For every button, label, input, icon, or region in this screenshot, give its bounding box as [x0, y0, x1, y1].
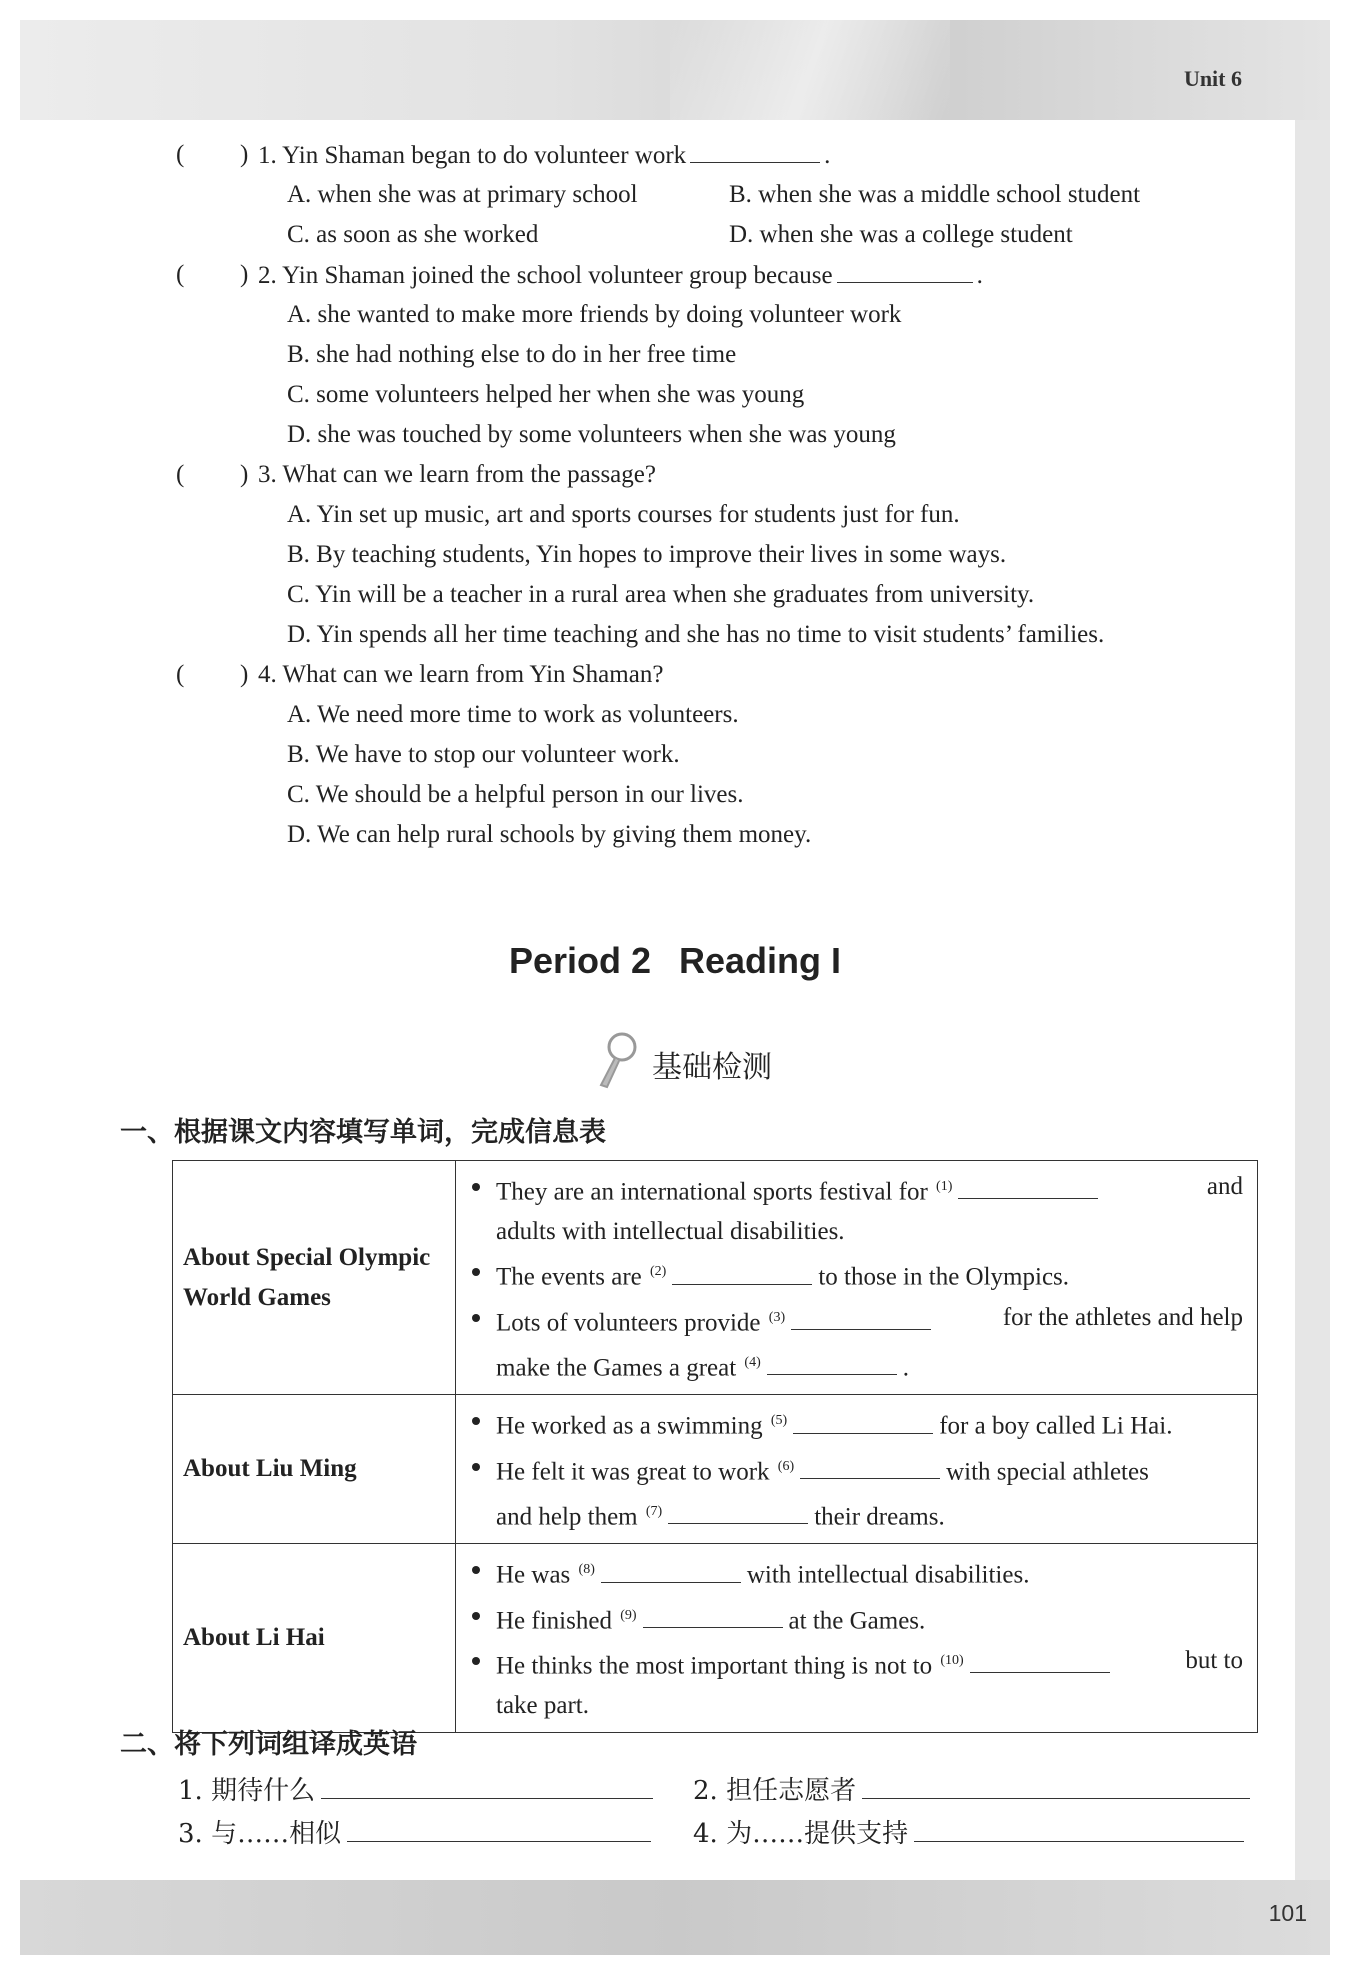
footer-band — [20, 1880, 1330, 1955]
line-text: at the Games. — [788, 1606, 926, 1634]
line-text: The events are — [496, 1263, 642, 1291]
option-c: C. Yin will be a teacher in a rural area when she graduates from university. — [287, 581, 1035, 608]
basic-check-label: 基础检测 — [652, 1050, 772, 1085]
answer-paren-open: ( — [176, 261, 185, 288]
answer-line[interactable] — [862, 1774, 1250, 1799]
question-stem: 2. Yin Shaman joined the school volunteer group because — [258, 262, 833, 289]
option-b: B. By teaching students, Yin hopes to improve their lives in some ways. — [287, 541, 1007, 568]
line-text: for the athletes and help — [1002, 1303, 1243, 1331]
line-text: with special athletes — [946, 1457, 1149, 1485]
option-b: B. We have to stop our volunteer work. — [287, 741, 680, 768]
blank-number: (6) — [777, 1458, 795, 1474]
answer-line[interactable] — [321, 1774, 653, 1799]
option-b: B. when she was a middle school student — [729, 181, 1141, 208]
option-a: A. when she was at primary school — [287, 181, 638, 208]
unit-label: Unit 6 — [1183, 66, 1242, 91]
translation-prompt: 1. 期待什么 — [178, 1776, 316, 1806]
blank-number: (4) — [744, 1354, 761, 1370]
stem-end: . — [976, 262, 983, 289]
list-item — [468, 1596, 1243, 1641]
answer-blank[interactable] — [690, 140, 820, 163]
answer-blank[interactable] — [668, 1501, 808, 1524]
row-head-special-olympics: About Special Olympic World Games — [173, 1161, 456, 1395]
line-text: their dreams. — [814, 1503, 945, 1531]
option-b: B. she had nothing else to do in her free time — [287, 341, 737, 368]
line-text: make the Games a great — [496, 1354, 737, 1382]
line-text: He felt it was great to work — [496, 1457, 770, 1485]
blank-number: (2) — [650, 1264, 667, 1280]
blank-number: (1) — [936, 1179, 953, 1194]
option-c: C. We should be a helpful person in our lives. — [287, 781, 744, 808]
list-item — [468, 1401, 1243, 1446]
blank-number: (3) — [768, 1309, 786, 1325]
answer-blank[interactable] — [793, 1411, 933, 1434]
line-text: but to — [1185, 1646, 1243, 1674]
option-a: A. Yin set up music, art and sports courses for students just for fun. — [287, 501, 960, 528]
line-text: He was — [496, 1561, 571, 1589]
row-head-liu-ming: About Liu Ming — [173, 1395, 456, 1544]
option-c: C. as soon as she worked — [287, 221, 539, 248]
blank-number: (5) — [770, 1413, 788, 1429]
answer-paren-close: ) — [240, 261, 249, 288]
line-text: with intellectual disabilities. — [746, 1561, 1030, 1589]
line-text: . — [902, 1354, 909, 1382]
list-item — [468, 1641, 1243, 1686]
info-table — [172, 1160, 1258, 1733]
period-title — [0, 940, 1350, 982]
option-d: D. she was touched by some volunteers when she was young — [287, 421, 896, 448]
answer-line[interactable] — [347, 1817, 651, 1842]
line-text: He thinks the most important thing is not to — [496, 1652, 933, 1680]
answer-paren-close: ) — [240, 141, 249, 168]
answer-line[interactable] — [914, 1817, 1244, 1842]
line-text: for a boy called Li Hai. — [939, 1412, 1173, 1440]
line-text: Lots of volunteers provide — [496, 1308, 761, 1336]
answer-paren-close: ) — [240, 461, 249, 488]
blank-number: (9) — [620, 1607, 637, 1623]
header-band — [20, 20, 1330, 120]
answer-blank[interactable] — [601, 1560, 741, 1583]
answer-paren-open: ( — [176, 661, 185, 688]
list-item — [468, 1298, 1243, 1343]
row-body — [456, 1161, 1258, 1395]
line-text: He finished — [496, 1606, 612, 1634]
answer-blank[interactable] — [643, 1605, 783, 1628]
line-text: take part. — [496, 1692, 590, 1720]
translation-prompt: 4. 为……提供支持 — [693, 1819, 909, 1849]
option-d: D. when she was a college student — [729, 221, 1073, 248]
option-d: D. Yin spends all her time teaching and she has no time to visit students’ families. — [287, 621, 1105, 648]
magnifier-icon — [596, 1030, 640, 1090]
stem-end: . — [824, 142, 831, 169]
page-edge-strip — [1295, 120, 1330, 1880]
line-text: and — [1206, 1173, 1243, 1200]
blank-number: (8) — [578, 1562, 595, 1578]
table-row — [173, 1161, 1258, 1395]
answer-blank[interactable] — [767, 1352, 897, 1375]
translation-prompt: 2. 担任志愿者 — [693, 1776, 857, 1806]
period-number: Period 2 — [508, 940, 652, 981]
section-1-title: 一、根据课文内容填写单词，完成信息表 — [120, 1117, 606, 1148]
answer-paren-close: ) — [240, 661, 249, 688]
basic-check-heading — [596, 1030, 772, 1090]
line-text: They are an international sports festival for — [496, 1178, 928, 1206]
answer-blank[interactable] — [672, 1262, 812, 1285]
line-text: He worked as a swimming — [496, 1412, 763, 1440]
table-row — [173, 1395, 1258, 1544]
answer-paren-open: ( — [176, 141, 185, 168]
row-body — [456, 1395, 1258, 1544]
answer-blank[interactable] — [970, 1650, 1110, 1673]
line-text: adults with intellectual disabilities. — [496, 1218, 845, 1246]
list-item — [468, 1447, 1243, 1492]
translation-item — [178, 1813, 651, 1850]
option-d: D. We can help rural schools by giving them money. — [287, 821, 812, 848]
translation-item — [693, 1770, 1250, 1807]
row-body — [456, 1544, 1258, 1733]
list-item — [468, 1167, 1243, 1212]
table-row — [173, 1544, 1258, 1733]
translation-item — [693, 1813, 1244, 1850]
option-a: A. she wanted to make more friends by doing volunteer work — [287, 301, 902, 328]
answer-blank[interactable] — [837, 260, 973, 283]
blank-number: (7) — [645, 1503, 663, 1519]
line-continuation — [468, 1343, 1243, 1388]
answer-paren-open: ( — [176, 461, 185, 488]
list-item — [468, 1252, 1243, 1297]
line-continuation — [468, 1492, 1243, 1537]
answer-blank[interactable] — [958, 1176, 1098, 1199]
answer-blank[interactable] — [800, 1456, 940, 1479]
question-stem: 1. Yin Shaman began to do volunteer work — [258, 142, 687, 169]
question-stem: 3. What can we learn from the passage? — [258, 461, 656, 488]
translation-prompt: 3. 与……相似 — [178, 1819, 342, 1849]
list-item — [468, 1550, 1243, 1595]
line-text: and help them — [496, 1503, 638, 1531]
line-text: to those in the Olympics. — [818, 1263, 1070, 1291]
section-2-title: 二、将下列词组译成英语 — [120, 1729, 417, 1760]
option-c: C. some volunteers helped her when she was young — [287, 381, 805, 408]
translation-item — [178, 1770, 653, 1807]
page-number: 101 — [1268, 1900, 1307, 1926]
question-stem: 4. What can we learn from Yin Shaman? — [258, 661, 664, 688]
option-a: A. We need more time to work as volunteers. — [287, 701, 739, 728]
blank-number: (10) — [940, 1652, 964, 1668]
answer-blank[interactable] — [791, 1307, 931, 1330]
period-subtitle: Reading I — [679, 940, 842, 981]
row-head-li-hai: About Li Hai — [173, 1544, 456, 1733]
